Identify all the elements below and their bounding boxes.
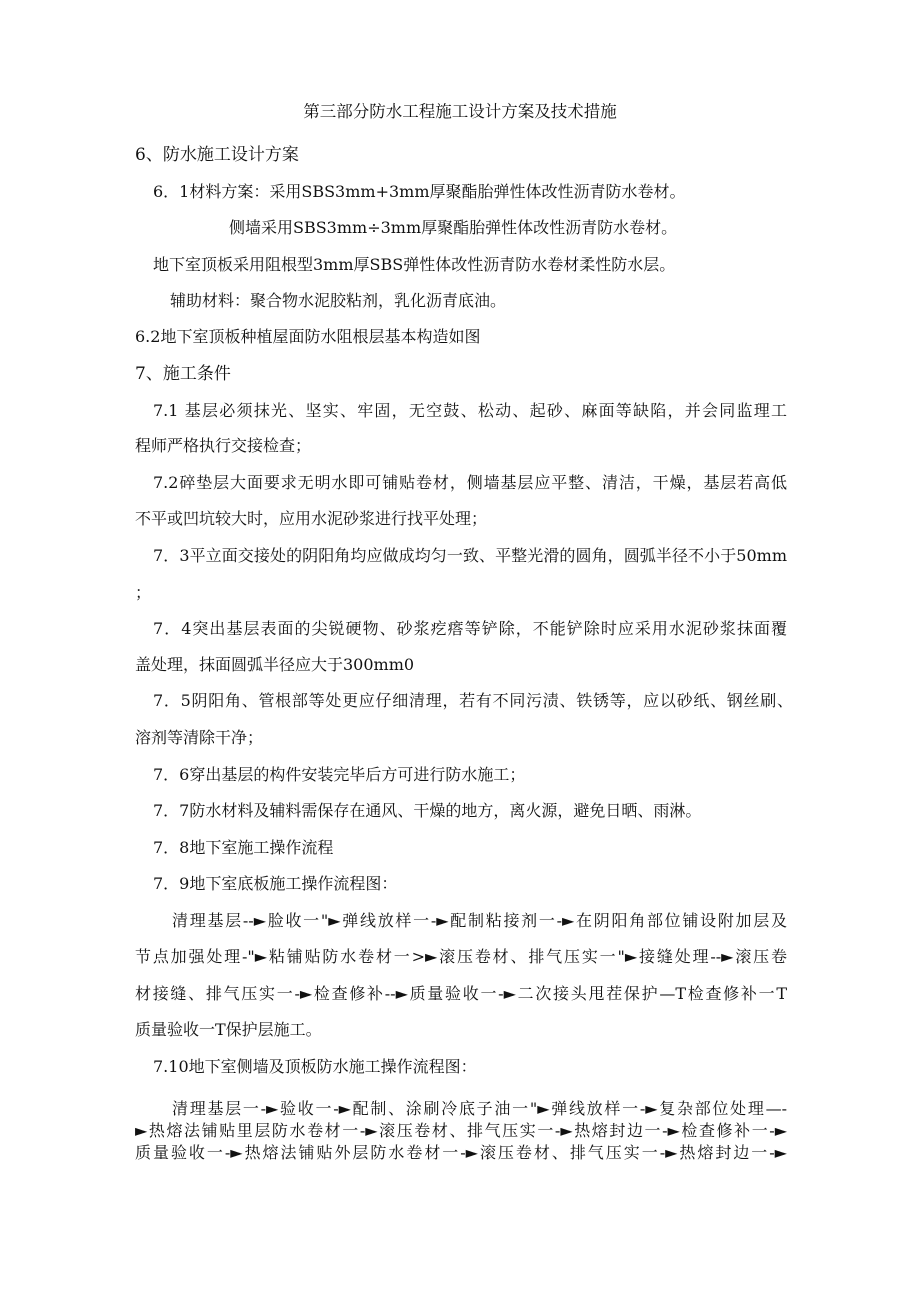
item-7-2-line-1: 7.2碎垫层大面要求无明水即可铺贴卷材，侧墙基层应平整、清洁，干燥，基层若高低 [153, 473, 787, 492]
flow-floor-line-1: 清理基层--►脸收一"►弹线放样一-►配制粘接剂一-►在阴阳角部位铺设附加层及 [172, 911, 787, 930]
flow-floor-line-4: 质量验收一T保护层施工。 [135, 1020, 322, 1039]
item-7-1-line-2: 程师严格执行交接检查； [135, 436, 312, 455]
item-7-8: 7．8地下室施工操作流程 [153, 838, 334, 857]
item-7-4-line-1: 7．4突出基层表面的尖锐硬物、砂浆疙瘩等铲除，不能铲除时应采用水泥砂浆抹面覆 [153, 619, 787, 638]
item-7-2-line-2: 不平或凹坑较大时，应用水泥砂浆进行找平处理； [135, 509, 488, 528]
item-7-5-line-2: 溶剂等清除干净； [135, 728, 264, 747]
flow-floor-line-2: 节点加强处理-"►粘铺贴防水卷材一>►滚压卷材、排气压实一"►接缝处理--►滚压卷 [135, 947, 787, 966]
flow-wall-line-2: ►热熔法铺贴里层防水卷材一-►滚压卷材、排气压实一-►热熔封边一-►检查修补一-► [135, 1121, 787, 1140]
item-7-10: 7.10地下室侧墙及顶板防水施工操作流程图： [153, 1057, 477, 1076]
section-7-heading: 7、施工条件 [135, 364, 231, 384]
paragraph-6-2: 6.2地下室顶板种植屋面防水阻根层基本构造如图 [135, 327, 481, 346]
document-title: 第三部分防水工程施工设计方案及技术措施 [303, 102, 617, 121]
paragraph-auxiliary-materials: 辅助材料：聚合物水泥胶粘剂，乳化沥青底油。 [170, 291, 507, 310]
flow-wall-line-1: 清理基层一-►验收一-►配制、涂刷冷底子油一"►弹线放样一-►复杂部位处理—- [172, 1099, 787, 1118]
flow-wall-line-3: 质量验收一-►热熔法铺贴外层防水卷材一-►滚压卷材、排气压实一-►热熔封边一-► [135, 1143, 787, 1162]
item-7-3-line-2: ； [135, 583, 152, 602]
item-7-5-line-1: 7．5阴阳角、管根部等处更应仔细清理，若有不同污渍、铁锈等，应以砂纸、钢丝刷、 [153, 691, 793, 710]
item-7-9: 7．9地下室底板施工操作流程图： [153, 874, 398, 893]
item-7-7: 7．7防水材料及辅料需保存在通风、干燥的地方，离火源，避免日晒、雨淋。 [153, 801, 702, 820]
item-7-4-line-2: 盖处理，抹面圆弧半径应大于300mm0 [135, 655, 415, 674]
item-7-6: 7．6穿出基层的构件安装完毕后方可进行防水施工； [153, 765, 526, 784]
item-7-3-line-1: 7．3平立面交接处的阴阳角均应做成均匀一致、平整光滑的圆角，圆弧半径不小于50mm [153, 546, 787, 565]
flow-floor-line-3: 材接缝、排气压实一-►检查修补--►质量验收一-►二次接头甩茬保护—T检查修补一T [135, 984, 787, 1003]
paragraph-roof-slab: 地下室顶板采用阻根型3mm厚SBS弹性体改性沥青防水卷材柔性防水层。 [153, 255, 676, 274]
section-6-heading: 6、防水施工设计方案 [135, 145, 299, 165]
item-7-1-line-1: 7.1 基层必须抹光、坚实、牢固，无空鼓、松动、起砂、麻面等缺陷，并会同监理工 [153, 401, 787, 420]
paragraph-6-1: 6．1材料方案：采用SBS3mm+3mm厚聚酯胎弹性体改性沥青防水卷材。 [153, 182, 686, 201]
paragraph-side-wall: 侧墙采用SBS3mm÷3mm厚聚酯胎弹性体改性沥青防水卷材。 [229, 218, 678, 237]
